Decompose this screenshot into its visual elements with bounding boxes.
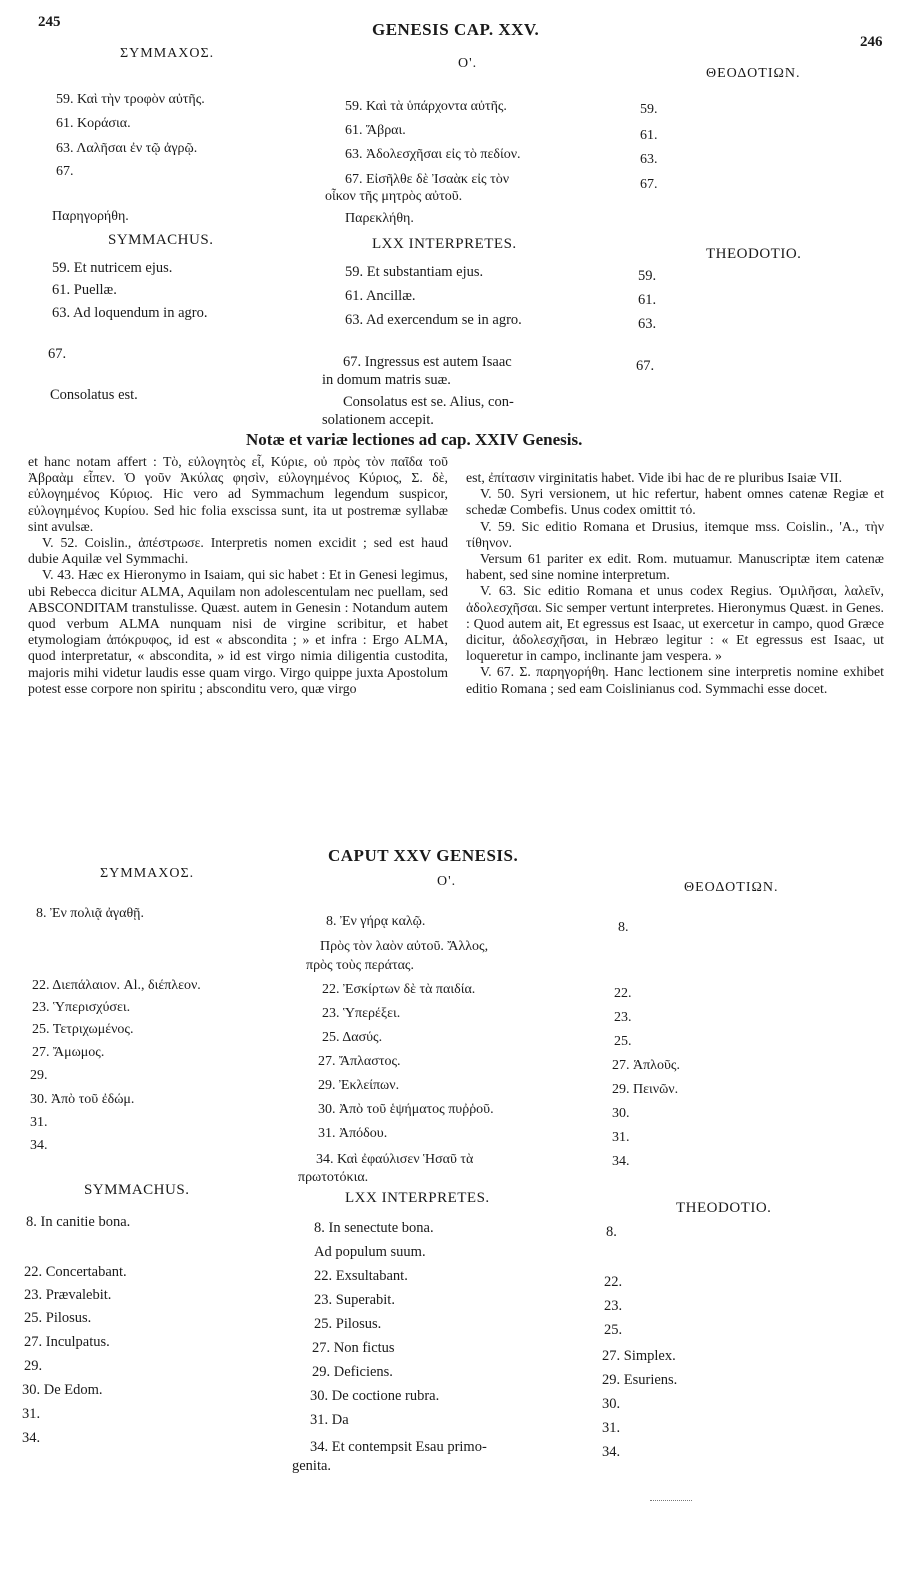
sec2-sym-gr-line: 31. (30, 1115, 48, 1130)
sec2-lxx-lat-line: 34. Et contempsit Esau primo- (310, 1439, 487, 1455)
sec1-theodotion-latin-heading: THEODOTIO. (706, 246, 802, 262)
sec1-sym-gr-line: 59. Καὶ τὴν τροφὸν αὐτῆς. (56, 92, 205, 107)
sec2-lxx-lat-line: 27. Non fictus (312, 1340, 395, 1356)
sec2-theo-gr-line: 8. (618, 920, 629, 935)
sec2-theo-gr-line: 30. (612, 1106, 630, 1121)
sec2-theo-gr-line: 25. (614, 1034, 632, 1049)
page-number-left: 245 (38, 14, 61, 30)
sec1-symmachus-greek-heading: ΣΥΜΜΑΧΟΣ. (120, 46, 215, 61)
sec2-sym-lat-line: 25. Pilosus. (24, 1310, 92, 1326)
sec1-sym-lat-line: Consolatus est. (50, 387, 138, 403)
printer-mark (650, 1500, 692, 1501)
sec2-symmachus-greek-heading: ΣΥΜΜΑΧΟΣ. (100, 866, 195, 881)
sec2-theo-lat-line: 25. (604, 1322, 623, 1338)
sec1-lxx-lat-line: 63. Ad exercendum se in agro. (345, 312, 522, 328)
sec1-lxx-gr-line: 63. Ἀδολεσχῆσαι εἰς τὸ πεδίον. (345, 147, 521, 162)
sec2-sym-gr-line: 29. (30, 1068, 48, 1083)
sec1-lxx-lat-line: solationem accepit. (322, 412, 434, 428)
sec2-theodotion-latin-heading: THEODOTIO. (676, 1200, 772, 1216)
sec2-lxx-gr-line: 27. Ἄπλαστος. (318, 1054, 401, 1069)
sec2-theo-lat-line: 31. (602, 1420, 621, 1436)
sec1-theo-gr-line: 61. (640, 128, 658, 143)
sec2-theo-lat-line: 23. (604, 1298, 623, 1314)
sec2-sym-lat-line: 30. De Edom. (22, 1382, 103, 1398)
sec2-lxx-gr-line: 8. Ἐν γήρᾳ καλῷ. (326, 914, 426, 929)
note-paragraph: et hanc notam affert : Τὸ, εὐλογητὸς εἶ, Κύριε, οὐ πρὸς τὸν παῖδα τοῦ Ἀβραὰμ εἶπεν. Ὁ γοῦν Ἀκύλας φησὶν, εὐλογημένος Κύριος, Σ. δὲ, εὐλογημένος Κύριος. Hic vero ad Symmachum legendum suspicor, εὐλογημένος Κυρίου. Sed hic folia exscissa sunt, ita ut postremæ syllabæ sint avulsæ. (28, 454, 448, 534)
sec2-sym-lat-line: 22. Concertabant. (24, 1264, 127, 1280)
sec1-lxx-lat-line: 61. Ancillæ. (345, 288, 416, 304)
sec2-sym-lat-line: 23. Prævalebit. (24, 1287, 112, 1303)
sec2-theo-gr-line: 29. Πεινῶν. (612, 1082, 679, 1097)
chapter-title: CAPUT XXV GENESIS. (328, 846, 519, 865)
sec2-sym-lat-line: 29. (24, 1358, 43, 1374)
sec2-sym-lat-line: 31. (22, 1406, 41, 1422)
sec1-lxx-gr-line: Παρεκλήθη. (345, 211, 414, 226)
notes-right-column (466, 470, 884, 697)
sec2-theo-gr-line: 23. (614, 1010, 632, 1025)
sec2-lxx-greek-heading: Ο'. (437, 874, 457, 889)
sec2-lxx-lat-line: 23. Superabit. (314, 1292, 395, 1308)
sec1-sym-gr-line: Παρηγορήθη. (52, 209, 129, 224)
sec2-sym-lat-line: 34. (22, 1430, 41, 1446)
sec2-lxx-lat-line: Ad populum suum. (314, 1244, 426, 1260)
sec1-sym-gr-line: 67. (56, 164, 74, 179)
sec2-theo-gr-line: 34. (612, 1154, 630, 1169)
sec2-lxx-gr-line: 29. Ἐκλείπων. (318, 1078, 400, 1093)
sec2-lxx-gr-line: πρωτοτόκια. (298, 1170, 369, 1185)
note-paragraph: V. 63. Sic editio Romana et unus codex Regius. Ὁμιλῆσαι, λαλεῖν, ἀδολεσχῆσαι. Sic semper vertunt interpretes. Hieronymus Quæst. in Genes. : Quod autem ait, Et egressus est Isaac, ut exercetur in campo, quod Græce dicitur, ἀδολεσχῆσαι, in Hebræo legitur : « Et egressus est Isaac, ut loqueretur in campo, inclinante jam vespera. » (466, 583, 884, 664)
note-paragraph: V. 67. Σ. παρηγορήθη. Hanc lectionem sine interpretis nomine exhibet editio Romana ; sed eam Coislinianus cod. Symmachi esse docet. (466, 664, 884, 696)
sec1-theo-lat-line: 59. (638, 268, 657, 284)
sec1-theodotion-greek-heading: ΘΕΟΔΟΤΙΩΝ. (706, 66, 801, 81)
note-paragraph: V. 50. Syri versionem, ut hic refertur, habent omnes catenæ Regiæ et schedæ Combefis. Unus codex omittit τό. (466, 486, 884, 518)
sec1-lxx-latin-heading: LXX INTERPRETES. (372, 236, 517, 252)
sec2-sym-gr-line: 8. Ἐν πολιᾷ ἀγαθῇ. (36, 906, 144, 921)
sec2-sym-lat-line: 27. Inculpatus. (24, 1334, 110, 1350)
sec2-lxx-latin-heading: LXX INTERPRETES. (345, 1190, 490, 1206)
sec2-lxx-gr-line: 25. Δασύς. (322, 1030, 383, 1045)
sec2-sym-gr-line: 25. Τετριχωμένος. (32, 1022, 134, 1037)
sec2-theodotion-greek-heading: ΘΕΟΔΟΤΙΩΝ. (684, 880, 779, 895)
sec1-theo-gr-line: 63. (640, 152, 658, 167)
sec1-sym-lat-line: 67. (48, 346, 67, 362)
sec1-lxx-gr-line: 61. Ἅβραι. (345, 123, 406, 138)
sec2-lxx-lat-line: 29. Deficiens. (312, 1364, 393, 1380)
sec2-lxx-lat-line: 25. Pilosus. (314, 1316, 382, 1332)
sec2-lxx-gr-line: 34. Καὶ ἐφαύλισεν Ἡσαῦ τὰ (316, 1152, 474, 1167)
sec2-theo-gr-line: 22. (614, 986, 632, 1001)
sec1-sym-gr-line: 61. Κοράσια. (56, 116, 131, 131)
note-paragraph: est, ἐπίτασιν virginitatis habet. Vide ibi hac de re pluribus Isaiæ VII. (466, 470, 843, 485)
notes-title: Notæ et variæ lectiones ad cap. XXIV Genesis. (246, 430, 583, 449)
sec2-theo-lat-line: 22. (604, 1274, 623, 1290)
sec2-lxx-gr-line: 31. Ἀπόδου. (318, 1126, 388, 1141)
sec1-sym-lat-line: 59. Et nutricem ejus. (52, 260, 173, 276)
sec2-theo-lat-line: 34. (602, 1444, 621, 1460)
note-paragraph: V. 43. Hæc ex Hieronymo in Isaiam, qui sic habet : Et in Genesi legimus, ubi Rebecca dicitur ALMA, Aquilam non adolescentulam nec puellam, sed ABSCONDITAM transtulisse. Quæst. autem in Genesin : Notandum autem quod verbum ALMA nunquam nisi de virgine scribitur, et habet etymologiam ἀπόκρυφος, id est « abscondita ; » et infra : Ergo ALMA, quod interpretatur, « abscondita, » id est virgo nimia diligentia custodita, majoris mihi videtur laudis esse quam virgo. Virgo quippe juxta Apostolum potest esse corpore non spiritu ; absconditu vero, quæ virgo (28, 567, 448, 696)
sec1-lxx-lat-line: Consolatus est se. Alius, con- (343, 394, 514, 410)
sec2-theo-lat-line: 27. Simplex. (602, 1348, 676, 1364)
note-paragraph: V. 52. Coislin., ἀπέστρωσε. Interpretis nomen excidit ; sed est haud dubie Aquilæ vel Symmachi. (28, 535, 448, 567)
sec2-symmachus-latin-heading: SYMMACHUS. (84, 1182, 190, 1198)
sec2-lxx-lat-line: 22. Exsultabant. (314, 1268, 408, 1284)
sec1-theo-gr-line: 59. (640, 102, 658, 117)
sec2-theo-lat-line: 8. (606, 1224, 617, 1240)
sec2-lxx-gr-line: πρὸς τοὺς περάτας. (306, 958, 414, 973)
note-paragraph: V. 59. Sic editio Romana et Drusius, itemque mss. Coislin., 'A., τὴν τίθηνον. (466, 518, 884, 550)
sec1-theo-lat-line: 63. (638, 316, 657, 332)
sec1-lxx-greek-heading: Ο'. (458, 56, 478, 71)
sec2-lxx-gr-line: 23. Ὑπερέξει. (322, 1006, 401, 1021)
sec1-sym-lat-line: 63. Ad loquendum in agro. (52, 305, 208, 321)
sec1-lxx-lat-line: in domum matris suæ. (322, 372, 451, 388)
sec2-sym-lat-line: 8. In canitie bona. (26, 1214, 131, 1230)
sec1-lxx-lat-line: 59. Et substantiam ejus. (345, 264, 484, 280)
sec2-lxx-gr-line: 22. Ἐσκίρτων δὲ τὰ παιδία. (322, 982, 476, 997)
sec2-theo-lat-line: 29. Esuriens. (602, 1372, 678, 1388)
sec1-lxx-gr-line: 67. Εἰσῆλθε δὲ Ἰσαὰκ εἰς τὸν (345, 172, 510, 187)
sec1-lxx-gr-line: 59. Καὶ τὰ ὑπάρχοντα αὐτῆς. (345, 99, 507, 114)
sec1-symmachus-latin-heading: SYMMACHUS. (108, 232, 214, 248)
sec2-sym-gr-line: 30. Ἀπὸ τοῦ ἐδώμ. (30, 1092, 135, 1107)
sec1-theo-gr-line: 67. (640, 177, 658, 192)
sec2-theo-gr-line: 31. (612, 1130, 630, 1145)
sec2-lxx-lat-line: genita. (292, 1458, 332, 1474)
sec2-sym-gr-line: 27. Ἄμωμος. (32, 1045, 105, 1060)
sec2-lxx-gr-line: Πρὸς τὸν λαὸν αὐτοῦ. Ἄλλος, (320, 939, 489, 954)
sec2-theo-lat-line: 30. (602, 1396, 621, 1412)
sec2-lxx-lat-line: 31. Da (310, 1412, 349, 1428)
sec1-theo-lat-line: 61. (638, 292, 657, 308)
sec2-lxx-gr-line: 30. Ἀπὸ τοῦ ἑψήματος πυῤῥοῦ. (318, 1102, 494, 1117)
sec2-sym-gr-line: 22. Διεπάλαιον. Al., διέπλεον. (32, 978, 201, 993)
note-paragraph: Versum 61 pariter ex edit. Rom. mutuamur. Manuscriptæ item catenæ habent, sed sine nomine interpretum. (466, 551, 884, 583)
sec1-sym-lat-line: 61. Puellæ. (52, 282, 117, 298)
sec2-lxx-lat-line: 30. De coctione rubra. (310, 1388, 440, 1404)
sec2-lxx-lat-line: 8. In senectute bona. (314, 1220, 434, 1236)
sec1-theo-lat-line: 67. (636, 358, 655, 374)
notes-left-column (28, 454, 448, 697)
sec2-theo-gr-line: 27. Ἁπλοῦς. (612, 1058, 680, 1073)
sec2-sym-gr-line: 23. Ὑπερισχύσει. (32, 1000, 131, 1015)
sec1-lxx-gr-line: οἶκον τῆς μητρὸς αὐτοῦ. (325, 189, 463, 204)
page-number-right: 246 (860, 34, 883, 50)
running-title: GENESIS CAP. XXV. (372, 20, 540, 39)
sec1-lxx-lat-line: 67. Ingressus est autem Isaac (343, 354, 512, 370)
sec2-sym-gr-line: 34. (30, 1138, 48, 1153)
sec1-sym-gr-line: 63. Λαλῆσαι ἐν τῷ ἀγρῷ. (56, 141, 198, 156)
